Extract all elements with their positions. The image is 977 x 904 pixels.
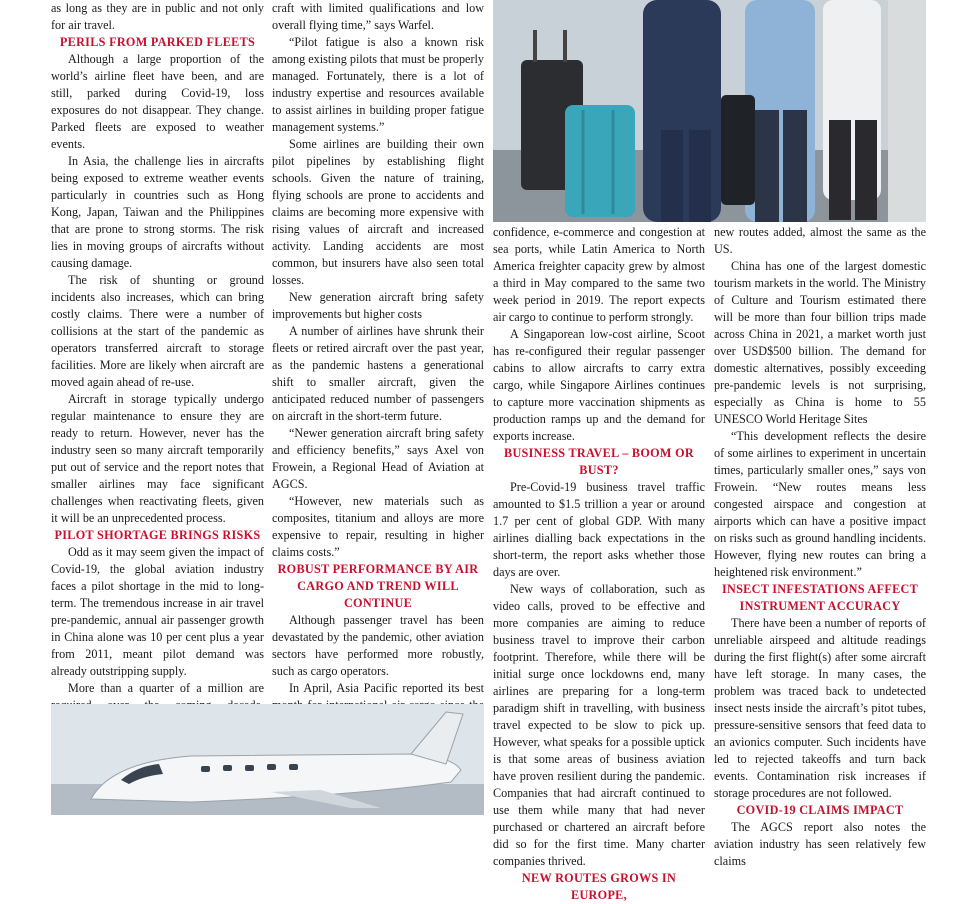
paragraph: Pre-Covid-19 business travel traffic amounted to $1.5 trillion a year or around 1.7 per cent of global GDP. With many airlines dialling back expectations in the short-term, the report asks whether those days are over. [493,480,705,579]
paragraph: In April, Asia Pacific reported its best [289,681,484,695]
section-heading-air-cargo: ROBUST PERFORMANCE BY AIR CARGO AND TREND WILL CONTINUE [277,562,479,610]
paragraph: More than a quarter of a million are [68,681,264,695]
article-column-2 [272,0,484,700]
paragraph: confidence, e-commerce and congestion at sea ports, while Latin America to North America freighter capacity grew by almost a third in May compared to the same two week period in 2019. The report expects air cargo to continue to perform strongly. [493,225,705,324]
paragraph: A number of airlines have shrunk their fleets or retired aircraft over the past year, as the pandemic hastens a generational shift to smaller aircraft, given the anticipated reduced number of passengers on aircraft in the short-term future. [272,324,484,423]
section-heading-pilot-shortage: PILOT SHORTAGE BRINGS RISKS [54,528,261,542]
photo-illustration [493,0,926,222]
airport-crew-with-luggage-photo [493,0,926,222]
article-column-1 [51,0,264,700]
paragraph: “Newer generation aircraft bring safety and efficiency benefits,” says Axel von Frowein, a Regional Head of Aviation at AGCS. [272,426,484,491]
paragraph: China has one of the largest domestic tourism markets in the world. The Ministry of Culture and Tourism estimated there will be more than four billion trips made across China in 2021, a market worth just over USD$500 billion. The demand for domestic alternatives, possibly exceeding pre-pandemic levels is not surprising, especially as China is home to 55 UNESCO World Heritage Sites [714,259,926,426]
section-heading-claims-impact: COVID-19 CLAIMS IMPACT [736,803,904,817]
business-jet-photo [51,704,484,815]
article-column-3 [493,224,705,902]
paragraph: Although a large proportion of the world’s airline fleet have been, and are still, parked during Covid-19, loss exposures do not disappear. They change. Parked fleets are exposed to weather events. [51,52,264,151]
paragraph: In Asia, the challenge lies in aircrafts being exposed to extreme weather events particularly in countries such as Hong Kong, Japan, Taiwan and the Philippines that are prone to strong storms. The risk lies in moving groups of aircrafts without causing damage. [51,154,264,270]
paragraph: Although passenger travel has been devastated by the pandemic, other aviation sectors have performed more robustly, such as cargo operators. [272,613,484,678]
jet-illustration [51,704,484,815]
section-heading-new-routes: NEW ROUTES GROWS IN EUROPE, [521,871,677,902]
paragraph: The AGCS report also notes the aviation industry has seen relatively few claims [714,820,926,868]
paragraph: “Pilot fatigue is also a known risk among existing pilots that must be properly managed. Fortunately, there is a lot of industry expertise and resources available to assist airlines in building proper fatigue management systems.” [272,35,484,134]
paragraph: New ways of collaboration, such as video calls, proved to be effective and more companies are aiming to reduce business travel to improve their carbon footprint. Therefore, while there will be initial surge once lockdowns end, many airlines are preparing for a long-term paradigm shift in travelling, with business travel expected to be slow to pick up. However, what speaks for a possible uptick is that some areas of business aviation have proven resilient during the pandemic. Companies that had aircraft continued to use them while many that had never purchased or chartered an aircraft before did so for the first time. Many charter companies thrived. [493,582,705,868]
paragraph: “This development reflects the desire of some airlines to experiment in uncertain times, particularly smaller ones,” says von Frowein. “New routes means less congested airspace and congestion at airports which can have a positive impact on risks such as ground handling incidents. However, flying new routes can bring a heightened risk environment.” [714,429,926,579]
paragraph: Odd as it may seem given the impact of Covid-19, the global aviation industry faces a pilot shortage in the mid to long-term. The tremendous increase in air travel pre-pandemic, annual air passenger growth in China alone was 10 per cent plus a year from 2011, meant pilot demand was already outstripping supply. [51,545,264,678]
paragraph: “However, new materials such as composites, titanium and alloys are more expensive to repair, resulting in higher claims costs.” [272,494,484,559]
article-column-4 [714,224,926,868]
paragraph: The risk of shunting or ground incidents also increases, which can bring costly claims. There were a number of collisions at the start of the pandemic as operators transferred aircraft to storage facilities. More are likely when aircraft are moved again ahead of re-use. [51,273,264,389]
section-heading-insect-infestations: INSECT INFESTATIONS AFFECT INSTRUMENT ACCURACY [721,582,919,613]
section-heading-parked-fleets: PERILS FROM PARKED FLEETS [59,35,256,49]
paragraph: There have been a number of reports of unreliable airspeed and altitude readings during the first flight(s) after some aircraft have left storage. In many cases, the problem was traced back to undetected insect nests inside the aircraft’s pitot tubes, pressure-sensitive sensors that feed data to an avionics computer. Such incidents have led to rejected takeoffs and turn back events. Contamination risk increases if storage procedures are not followed. [714,616,926,800]
paragraph: craft with limited qualifications and low overall flying time,” says Warfel. [272,1,484,32]
paragraph: A Singaporean low-cost airline, Scoot has re-configured their regular passenger cabins to allow aircrafts to carry extra cargo, while Singapore Airlines continues to capture more vaccination shipments as production ramps up and the demand for exports increase. [493,327,705,443]
paragraph: Some airlines are building their own pilot pipelines by establishing flight schools. Given the nature of training, flying schools are prone to accidents and claims are becoming more expensive with rising values of aircraft and increased activity. Landing accidents are most common, but insurers have also seen total losses. [272,137,484,287]
paragraph: Aircraft in storage typically undergo regular maintenance to ensure they are ready to return. However, never has the industry seen so many aircraft temporarily put out of service and the report notes that smaller airlines may face significant challenges when reactivating fleets, given it will be an unprecedented process. [51,392,264,525]
paragraph: as long as they are in public and not only for air travel. [51,1,264,32]
paragraph: New generation aircraft bring safety improvements but higher costs [272,290,484,321]
paragraph: new routes added, almost the same as the US. [714,225,926,256]
section-heading-business-travel: BUSINESS TRAVEL – BOOM OR BUST? [504,446,694,477]
